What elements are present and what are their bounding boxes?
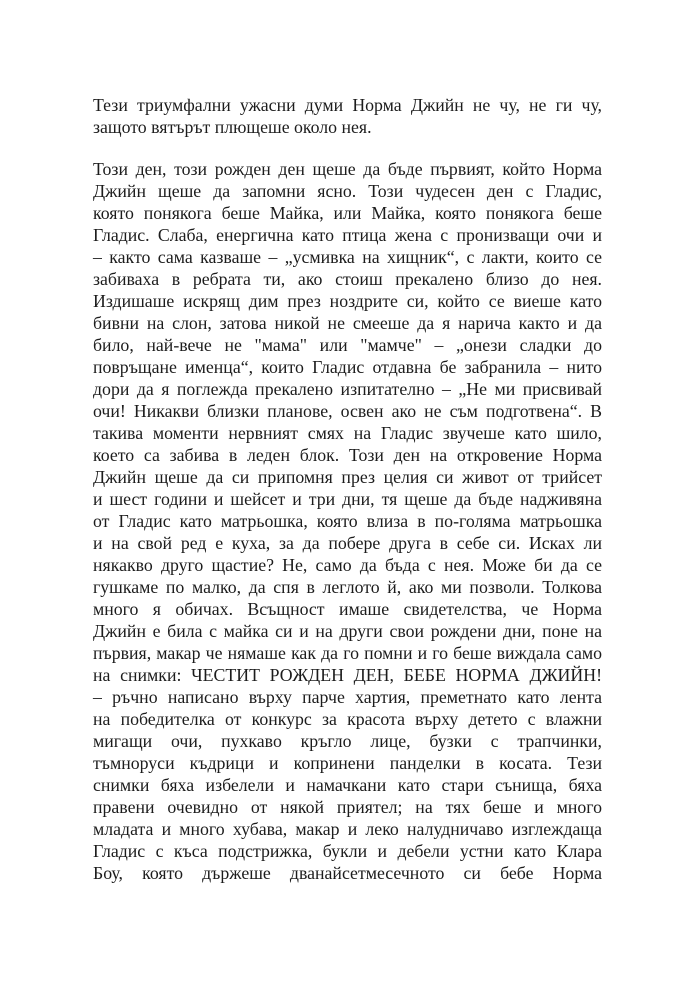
- paragraph-2-line-22: Джийн е била с майка си и на други свои рождени дни, поне на: [93, 621, 602, 641]
- paragraph-2-line-11: дори да я поглежда прекалено изпитателно – „Не ми присвивай: [93, 379, 602, 399]
- paragraph-2-line-5: – както сама казваше – „усмивка на хищник“, с лакти, които се: [93, 247, 602, 267]
- paragraph-2-line-33: Боу, която държеше дванайсетмесечното си бебе Норма: [93, 863, 602, 883]
- paragraph-2-line-23: първия, макар че нямаше как да го помни и го беше виждала само: [93, 643, 602, 663]
- paragraph-2-line-20: гушкаме по малко, да спя в леглото й, ако ми позволи. Толкова: [93, 577, 602, 597]
- paragraph-2-line-1: Този ден, този рожден ден щеше да бъде първият, който Норма: [93, 159, 602, 179]
- paragraph-2-line-2: Джийн щеше да запомни ясно. Този чудесен ден с Гладис,: [93, 181, 602, 201]
- paragraph-2-line-30: правени очевидно от някой приятел; на тях беше и много: [93, 797, 602, 817]
- paragraph-2-line-21: много я обичах. Всъщност имаше свидетелства, че Норма: [93, 599, 602, 619]
- paragraph-2-line-16: и шест години и шейсет и три дни, тя щеше да бъде надживяна: [93, 489, 602, 509]
- paragraph-2-line-15: Джийн щеше да си припомня през целия си живот от трийсет: [93, 467, 602, 487]
- paragraph-2-line-17: от Гладис като матрьошка, която влиза в по-голяма матрьошка: [93, 511, 602, 531]
- paragraph-2-line-3: която понякога беше Майка, или Майка, която понякога беше: [93, 203, 602, 223]
- paragraph-1-line-1: Тези триумфални ужасни думи Норма Джийн не чу, не ги чу,: [93, 95, 602, 115]
- paragraph-2-line-31: младата и много хубава, макар и леко налудничаво изглеждаща: [93, 819, 602, 839]
- paragraph-2-line-24: на снимки: ЧЕСТИТ РОЖДЕН ДЕН, БЕБЕ НОРМА ДЖИЙН!: [93, 665, 602, 685]
- paragraph-2-line-25: – ръчно написано върху парче хартия, преметнато като лента: [93, 687, 602, 707]
- paragraph-2-line-12: очи! Никакви близки планове, освен ако не съм подготвена“. В: [93, 401, 602, 421]
- paragraph-2-line-18: и на свой ред е куха, за да побере друга в себе си. Исках ли: [93, 533, 602, 553]
- paragraph-2-line-6: забиваха в ребрата ти, ако стоиш прекалено близо до нея.: [93, 269, 602, 289]
- paragraph-2-line-19: някакво друго щастие? Не, само да бъда с нея. Може би да се: [93, 555, 602, 575]
- paragraph-2-line-4: Гладис. Слаба, енергична като птица жена с пронизващи очи и: [93, 225, 602, 245]
- paragraph-2-line-27: мигащи очи, пухкаво кръгло лице, бузки с трапчинки,: [93, 731, 602, 751]
- paragraph-2-line-29: снимки бяха избелели и намачкани като стари сънища, бяха: [93, 775, 602, 795]
- paragraph-2-line-10: повръщане именца“, които Гладис отдавна бе забранила – нито: [93, 357, 602, 377]
- paragraph-2-line-26: на победителка от конкурс за красота върху детето с влажни: [93, 709, 602, 729]
- paragraph-2-line-9: било, най-вече не "мама" или "мамче" – „онези сладки до: [93, 335, 602, 355]
- paragraph-2-line-7: Издишаше искрящ дим през ноздрите си, който се виеше като: [93, 291, 602, 311]
- paragraph-2-line-8: бивни на слон, затова никой не смееше да я нарича както и да: [93, 313, 602, 333]
- paragraph-1-line-2: защото вятърът плющеше около нея.: [93, 117, 372, 137]
- paragraph-2-line-32: Гладис с къса подстрижка, букли и дебели устни като Клара: [93, 841, 602, 861]
- paragraph-2-line-14: което са забива в леден блок. Този ден на откровение Норма: [93, 445, 602, 465]
- paragraph-2-line-28: тъмноруси къдрици и копринени панделки в косата. Тези: [93, 753, 602, 773]
- paragraph-2-line-13: такива моменти нервният смях на Гладис звучеше като шило,: [93, 423, 602, 443]
